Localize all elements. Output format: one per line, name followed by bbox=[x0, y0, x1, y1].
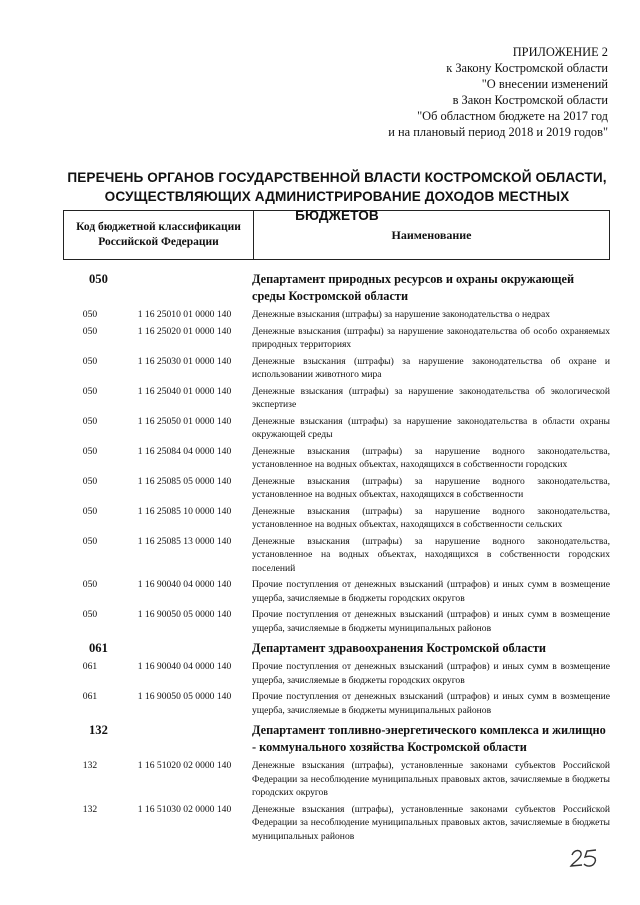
row-name: Денежные взыскания (штрафы) за нарушение законодательства об охране и использовании животного мира bbox=[252, 355, 610, 380]
admin-code: 050 bbox=[82, 325, 98, 337]
kbk-code: 1 16 25040 01 0000 140 bbox=[137, 385, 232, 397]
title-line-2: ОСУЩЕСТВЛЯЮЩИХ АДМИНИСТРИРОВАНИЕ ДОХОДОВ МЕСТНЫХ БЮДЖЕТОВ bbox=[104, 189, 570, 223]
table-row bbox=[63, 660, 610, 687]
row-name: Прочие поступления от денежных взысканий (штрафов) и иных сумм в возмещение ущерба, зачисляемые в бюджеты муниципальных районов bbox=[252, 691, 610, 716]
table-row bbox=[63, 803, 610, 844]
admin-code: 132 bbox=[82, 803, 98, 815]
appendix-line: "Об областном бюджете на 2017 год bbox=[417, 109, 608, 123]
admin-code: 132 bbox=[82, 760, 98, 771]
admin-code: 050 bbox=[82, 609, 98, 620]
row-name: Денежные взыскания (штрафы) за нарушение законодательства об особо охраняемых природных территориях bbox=[252, 325, 610, 350]
admin-code: 061 bbox=[82, 661, 98, 672]
kbk-code: 1 16 25084 04 0000 140 bbox=[137, 445, 232, 457]
admin-code: 061 bbox=[82, 691, 98, 702]
group-name: Департамент топливно-энергетического комплекса и жилищно - коммунального хозяйства Костромской области bbox=[252, 723, 606, 754]
group-header bbox=[63, 271, 610, 305]
kbk-code: 1 16 90050 05 0000 140 bbox=[137, 609, 232, 620]
kbk-code: 1 16 51020 02 0000 140 bbox=[137, 760, 232, 771]
admin-code: 050 bbox=[82, 505, 98, 517]
appendix-line: "О внесении изменений bbox=[481, 77, 608, 91]
group-name: Департамент здравоохранения Костромской области bbox=[252, 641, 546, 655]
appendix-line: к Закону Костромской области bbox=[446, 61, 608, 75]
row-name: Денежные взыскания (штрафы) за нарушение законодательства об экологической экспертизе bbox=[252, 385, 610, 410]
appendix-line: ПРИЛОЖЕНИЕ 2 bbox=[512, 45, 608, 59]
group-header bbox=[63, 722, 610, 756]
table-row bbox=[63, 445, 610, 472]
group-name: Департамент природных ресурсов и охраны окружающей среды Костромской области bbox=[252, 272, 575, 303]
kbk-code: 1 16 25085 05 0000 140 bbox=[137, 475, 232, 487]
appendix-line: и на плановый период 2018 и 2019 годов" bbox=[388, 125, 608, 139]
group-header bbox=[63, 640, 610, 657]
table-row bbox=[63, 308, 610, 322]
title-line-1: ПЕРЕЧЕНЬ ОРГАНОВ ГОСУДАРСТВЕННОЙ ВЛАСТИ КОСТРОМСКОЙ ОБЛАСТИ, bbox=[67, 170, 607, 185]
table-row bbox=[63, 759, 610, 800]
group-code: 132 bbox=[89, 723, 108, 737]
row-name: Денежные взыскания (штрафы) за нарушение водного законодательства, установленное на водных объектах, находящихся в собственности городских поселений bbox=[252, 535, 610, 574]
kbk-code: 1 16 25050 01 0000 140 bbox=[137, 415, 232, 427]
table-row bbox=[63, 355, 610, 382]
table-row bbox=[63, 608, 610, 635]
kbk-code: 1 16 25010 01 0000 140 bbox=[137, 309, 232, 320]
table-row bbox=[63, 385, 610, 412]
kbk-code: 1 16 25085 13 0000 140 bbox=[137, 535, 232, 547]
row-name: Прочие поступления от денежных взысканий (штрафов) и иных сумм в возмещение ущерба, зачисляемые в бюджеты городских округов bbox=[252, 579, 610, 604]
admin-code: 050 bbox=[82, 445, 98, 457]
row-name: Прочие поступления от денежных взысканий (штрафов) и иных сумм в возмещение ущерба, зачисляемые в бюджеты городских округов bbox=[252, 661, 610, 686]
row-name: Денежные взыскания (штрафы) за нарушение законодательства в области охраны окружающей среды bbox=[252, 415, 610, 440]
table-row bbox=[63, 578, 610, 605]
admin-code: 050 bbox=[82, 535, 98, 547]
row-name: Денежные взыскания (штрафы) за нарушение водного законодательства, установленное на водных объектах, находящихся в собственности bbox=[252, 475, 610, 500]
kbk-code: 1 16 25085 10 0000 140 bbox=[137, 505, 232, 517]
table-row bbox=[63, 505, 610, 532]
table-row bbox=[63, 415, 610, 442]
table-row bbox=[63, 325, 610, 352]
kbk-code: 1 16 51030 02 0000 140 bbox=[137, 803, 232, 815]
row-name: Денежные взыскания (штрафы) за нарушение законодательства о недрах bbox=[252, 309, 551, 320]
appendix-line: в Закон Костромской области bbox=[452, 93, 608, 107]
row-name: Денежные взыскания (штрафы) за нарушение водного законодательства, установленное на водных объектах, находящихся в собственности городских bbox=[252, 445, 610, 470]
row-name: Денежные взыскания (штрафы) за нарушение водного законодательства, установленное на водных объектах, находящихся в собственности сельских bbox=[252, 505, 610, 530]
kbk-code: 1 16 25030 01 0000 140 bbox=[137, 355, 232, 367]
group-code: 061 bbox=[89, 641, 108, 655]
admin-code: 050 bbox=[82, 415, 98, 427]
table-row bbox=[63, 475, 610, 502]
header-name-column: Наименование bbox=[391, 227, 472, 242]
handwritten-page-number bbox=[566, 846, 616, 870]
admin-code: 050 bbox=[82, 355, 98, 367]
row-name: Денежные взыскания (штрафы), установленные законами субъектов Российской Федерации за несоблюдение муниципальных правовых актов, зачисляемые в бюджеты городских округов bbox=[252, 760, 610, 798]
table-row bbox=[63, 535, 610, 576]
admin-code: 050 bbox=[82, 309, 98, 320]
header-code-column: Код бюджетной классификации Российской Федерации bbox=[64, 211, 254, 259]
admin-code: 050 bbox=[82, 579, 98, 590]
admin-code: 050 bbox=[82, 385, 98, 397]
kbk-code: 1 16 90050 05 0000 140 bbox=[137, 691, 232, 702]
row-name: Прочие поступления от денежных взысканий (штрафов) и иных сумм в возмещение ущерба, зачисляемые в бюджеты муниципальных районов bbox=[252, 609, 610, 634]
appendix-header bbox=[388, 44, 608, 140]
row-name: Денежные взыскания (штрафы), установленные законами субъектов Российской Федерации за несоблюдение муниципальных правовых актов, зачисляемые в бюджеты муниципальных районов bbox=[252, 803, 610, 842]
table-row bbox=[63, 690, 610, 717]
kbk-code: 1 16 25020 01 0000 140 bbox=[137, 325, 232, 337]
kbk-code: 1 16 90040 04 0000 140 bbox=[137, 579, 232, 590]
table-header bbox=[63, 210, 610, 260]
kbk-code: 1 16 90040 04 0000 140 bbox=[137, 661, 232, 672]
group-code: 050 bbox=[89, 272, 108, 286]
admin-code: 050 bbox=[82, 475, 98, 487]
table-body bbox=[63, 266, 610, 843]
